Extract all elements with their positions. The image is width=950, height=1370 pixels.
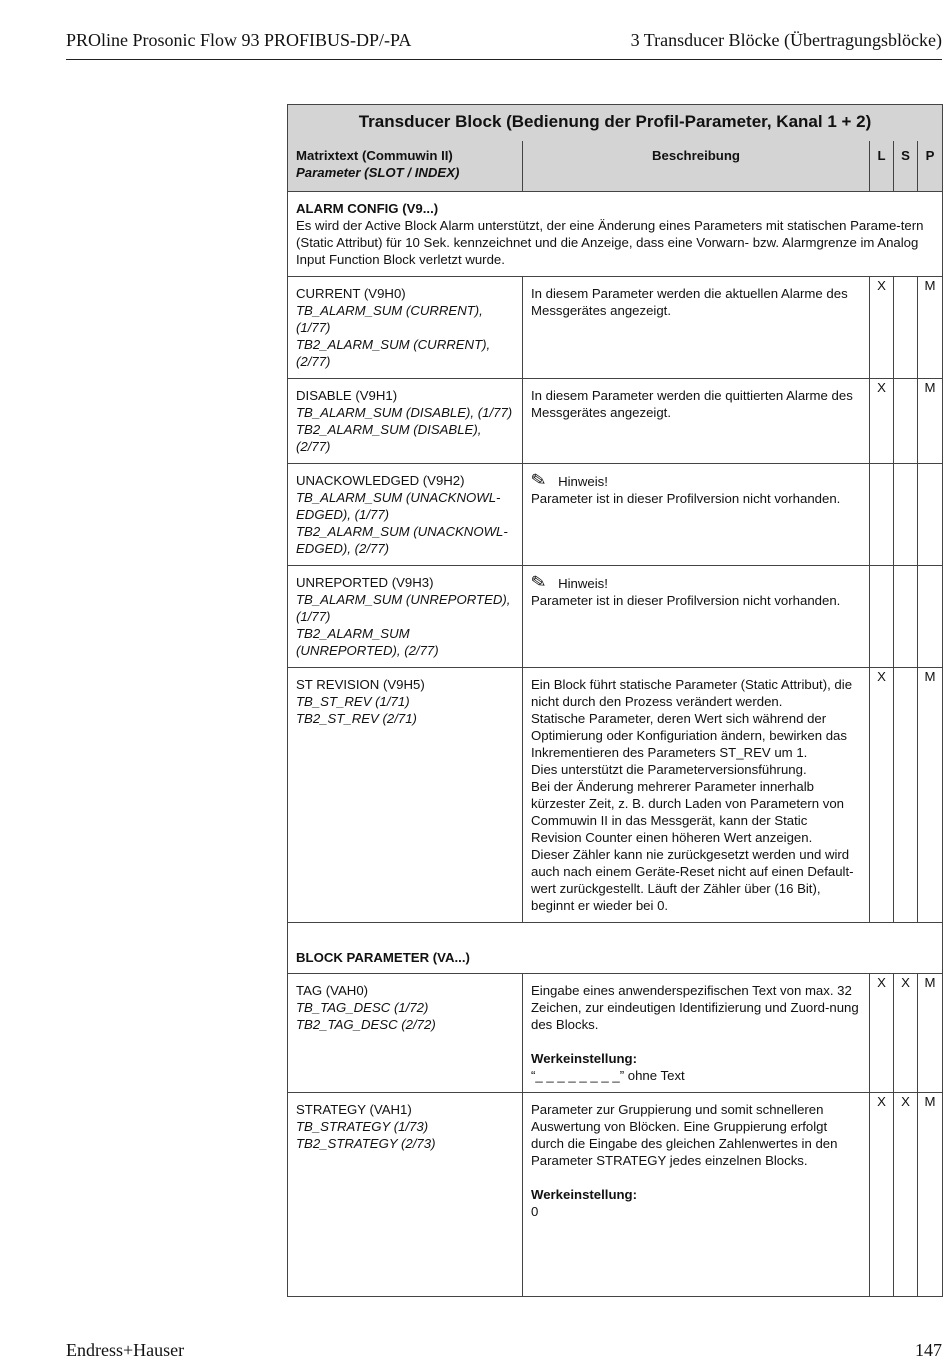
param-description: Bei der Änderung mehrerer Parameter innerhalb kürzester Zeit, z. B. durch Laden von Parametern von Commuwin II in das Messgerät, kann der Static Revision Counter einen höheren Wert anzeigen. — [531, 779, 844, 845]
param-index: TB2_ALARM_SUM (DISABLE), (2/77) — [296, 422, 482, 454]
param-name: TAG (VAH0) — [296, 983, 369, 998]
param-index: TB_ALARM_SUM (UNREPORTED), (1/77) — [296, 592, 511, 624]
flag-p: M — [918, 379, 943, 464]
section-block-parameter — [288, 923, 943, 974]
param-description: In diesem Parameter werden die quittierten Alarme des Messgerätes angezeigt. — [531, 388, 853, 420]
table-row — [288, 974, 943, 1093]
param-description: Parameter zur Gruppierung und somit schnelleren Auswertung von Blöcken. Eine Gruppierung erfolgt durch die Eingabe des gleichen Zahlenwertes in den Parameter STRATEGY jedes einzelnen Blocks. — [531, 1102, 838, 1168]
param-index: TB_STRATEGY (1/73) — [296, 1119, 429, 1134]
note-label: Hinweis! — [558, 576, 608, 591]
flag-l: X — [870, 379, 894, 464]
table-row — [288, 566, 943, 668]
table-row — [288, 1093, 943, 1297]
param-name: CURRENT (V9H0) — [296, 286, 406, 301]
pencil-note-icon: ✎ — [529, 570, 548, 594]
param-index: TB2_ALARM_SUM (CURRENT), (2/77) — [296, 337, 491, 369]
flag-l: X — [870, 1093, 894, 1297]
column-header-s: S — [894, 141, 918, 192]
param-index: TB_ALARM_SUM (CURRENT), (1/77) — [296, 303, 483, 335]
table-row — [288, 379, 943, 464]
param-index: TB2_ALARM_SUM (UNACKNOWL-EDGED), (2/77) — [296, 524, 508, 556]
footer-brand: Endress+Hauser — [66, 1340, 185, 1360]
transducer-block-table — [287, 104, 943, 1297]
param-index: TB_ALARM_SUM (UNACKNOWL-EDGED), (1/77) — [296, 490, 501, 522]
param-index: TB_TAG_DESC (1/72) — [296, 1000, 429, 1015]
table-row — [288, 464, 943, 566]
flag-s: X — [894, 1093, 918, 1297]
column-header-matrix-label: Matrixtext (Commuwin II) — [296, 148, 453, 163]
param-name: ST REVISION (V9H5) — [296, 677, 425, 692]
flag-l: X — [870, 974, 894, 1093]
page-number: 147 — [915, 1340, 942, 1360]
flag-s — [894, 566, 918, 668]
table-row — [288, 668, 943, 923]
note-label: Hinweis! — [558, 474, 608, 489]
flag-p: M — [918, 974, 943, 1093]
default-label: Werkeinstellung: — [531, 1051, 638, 1066]
flag-s: X — [894, 974, 918, 1093]
param-index: TB2_TAG_DESC (2/72) — [296, 1017, 436, 1032]
flag-p — [918, 464, 943, 566]
section-alarm-config — [288, 192, 943, 277]
section-alarm-title: ALARM CONFIG (V9...) — [296, 201, 439, 216]
flag-p: M — [918, 668, 943, 923]
flag-s — [894, 464, 918, 566]
param-description: Dies unterstützt die Parameterversionsführung. — [531, 762, 807, 777]
param-name: DISABLE (V9H1) — [296, 388, 398, 403]
param-index: TB2_ST_REV (2/71) — [296, 711, 417, 726]
table-title: Transducer Block (Bedienung der Profil-Parameter, Kanal 1 + 2) — [288, 105, 943, 142]
param-description: In diesem Parameter werden die aktuellen Alarme des Messgerätes angezeigt. — [531, 286, 848, 318]
flag-l — [870, 566, 894, 668]
param-index: TB_ALARM_SUM (DISABLE), (1/77) — [296, 405, 513, 420]
flag-s — [894, 668, 918, 923]
param-name: STRATEGY (VAH1) — [296, 1102, 412, 1117]
header-chapter-title: 3 Transducer Blöcke (Übertragungsblöcke) — [630, 30, 942, 50]
pencil-note-icon: ✎ — [529, 468, 548, 492]
flag-s — [894, 277, 918, 379]
param-description: Parameter ist in dieser Profilversion nicht vorhanden. — [531, 491, 841, 506]
param-index: TB2_STRATEGY (2/73) — [296, 1136, 436, 1151]
default-value: 0 — [531, 1204, 539, 1219]
column-header-p: P — [918, 141, 943, 192]
param-description: Statische Parameter, deren Wert sich während der Optimierung oder Konfiguriation ändern, bewirken das Inkrementieren des Parameters ST_REV um 1. — [531, 711, 847, 760]
column-header-l: L — [870, 141, 894, 192]
param-name: UNREPORTED (V9H3) — [296, 575, 434, 590]
column-header-matrix — [288, 141, 523, 192]
header-doc-title: PROline Prosonic Flow 93 PROFIBUS-DP/-PA — [66, 30, 412, 50]
flag-l: X — [870, 668, 894, 923]
section-alarm-text: Es wird der Active Block Alarm unterstützt, der eine Änderung eines Parameters mit statischen Parame-tern (Static Attribut) für 10 Sek. kennzeichnet und die Anzeige, dass eine Vorwarn- bzw. Alarmgrenze im Analog Input Function Block verletzt wurde. — [296, 218, 924, 267]
param-description: Parameter ist in dieser Profilversion nicht vorhanden. — [531, 593, 841, 608]
flag-p: M — [918, 277, 943, 379]
flag-l: X — [870, 277, 894, 379]
param-description: Ein Block führt statische Parameter (Static Attribut), die nicht durch den Prozess verändert werden. — [531, 677, 853, 709]
param-index: TB2_ALARM_SUM (UNREPORTED), (2/77) — [296, 626, 439, 658]
column-header-param-label: Parameter (SLOT / INDEX) — [296, 165, 460, 180]
param-description: Eingabe eines anwenderspezifischen Text von max. 32 Zeichen, zur eindeutigen Identifizierung und Zuord-nung des Blocks. — [531, 983, 859, 1032]
table-row — [288, 277, 943, 379]
param-name: UNACKOWLEDGED (V9H2) — [296, 473, 465, 488]
default-label: Werkeinstellung: — [531, 1187, 638, 1202]
default-value: “_ _ _ _ _ _ _ _” ohne Text — [531, 1068, 685, 1083]
column-header-description: Beschreibung — [523, 141, 870, 192]
header-rule — [66, 59, 942, 60]
param-index: TB_ST_REV (1/71) — [296, 694, 410, 709]
param-description: Dieser Zähler kann nie zurückgesetzt werden und wird auch nach einem Geräte-Reset nicht auf einen Default-wert zurückgestellt. Läuft der Zähler über (16 Bit), beginnt er wieder bei 0. — [531, 847, 854, 913]
flag-p: M — [918, 1093, 943, 1297]
flag-l — [870, 464, 894, 566]
flag-p — [918, 566, 943, 668]
flag-s — [894, 379, 918, 464]
section-block-title: BLOCK PARAMETER (VA...) — [296, 950, 470, 965]
